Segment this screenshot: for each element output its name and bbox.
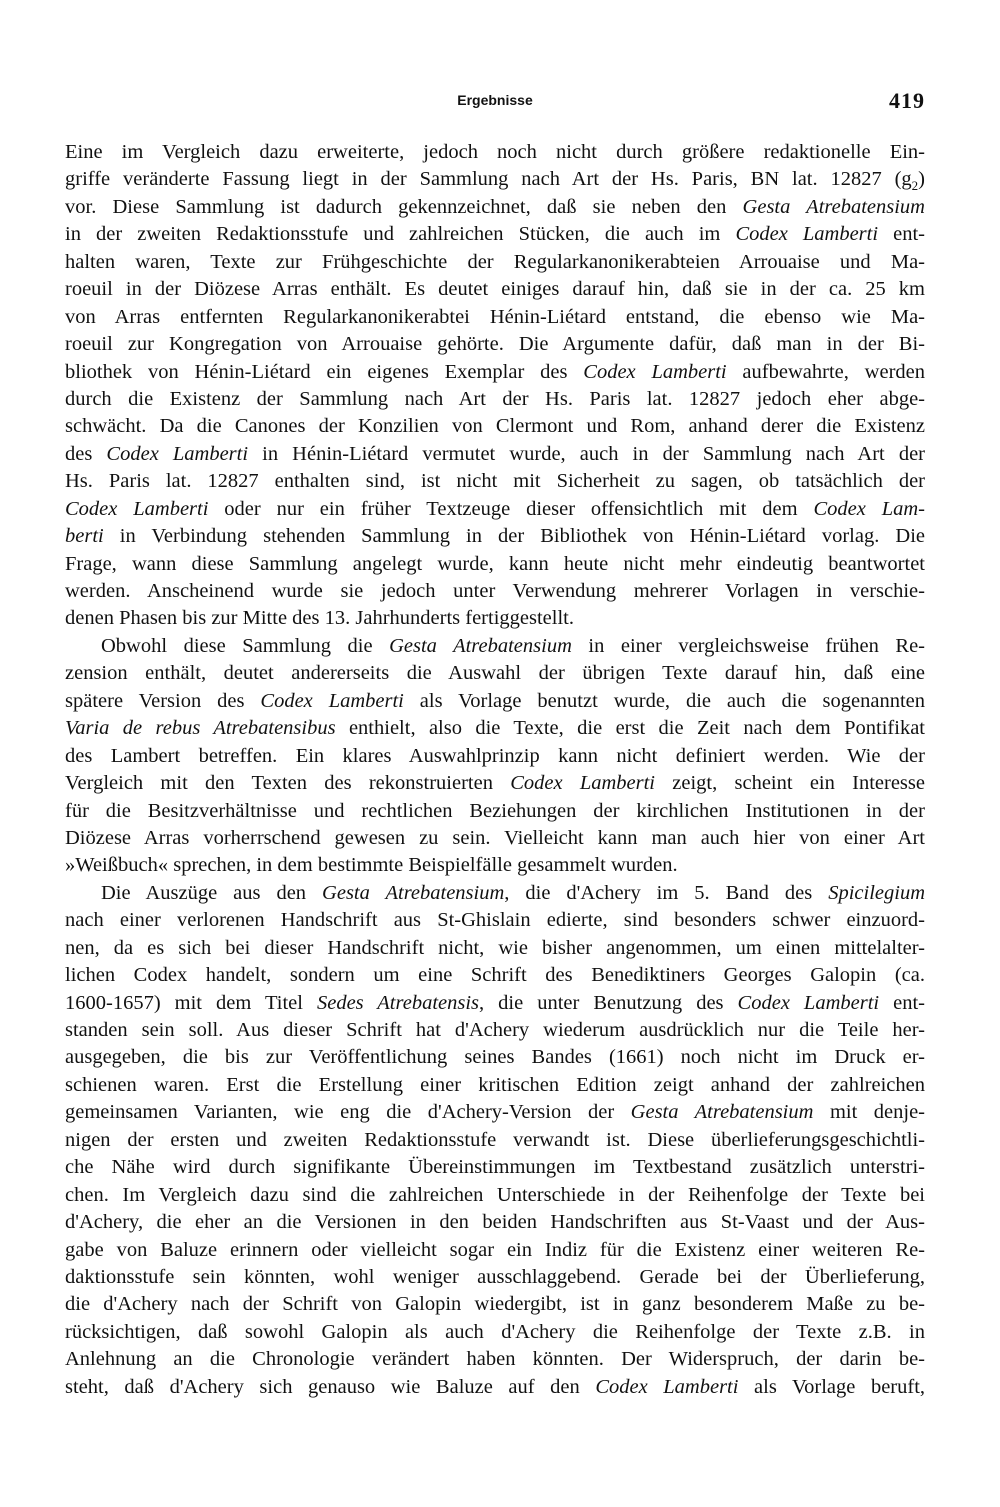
text-line: denen Phasen bis zur Mitte des 13. Jahrhunderts fertiggestellt. [65, 607, 574, 630]
text-line: roeuil in der Diözese Arras enthält. Es deutet einiges darauf hin, daß sie in der ca. 25 km [65, 278, 925, 301]
text-line: schienen waren. Erst die Erstellung einer kritischen Edition zeigt anhand der zahlreichen [65, 1073, 925, 1096]
text-line: in der zweiten Redaktionsstufe und zahlreichen Stücken, die auch im Codex Lamberti ent- [65, 223, 925, 246]
text-line: des Codex Lamberti in Hénin-Liétard vermutet wurde, auch in der Sammlung nach Art der [65, 442, 925, 465]
text-line: spätere Version des Codex Lamberti als Vorlage benutzt wurde, die auch die sogenannten [65, 689, 925, 712]
text-line: Varia de rebus Atrebatensibus enthielt, also die Texte, die erst die Zeit nach dem Pontifikat [65, 717, 925, 740]
text-line: Vergleich mit den Texten des rekonstruierten Codex Lamberti zeigt, scheint ein Interesse [65, 772, 925, 795]
text-line: lichen Codex handelt, sondern um eine Schrift des Benediktiners Georges Galopin (ca. [65, 964, 925, 987]
text-line: chen. Im Vergleich dazu sind die zahlreichen Unterschiede in der Reihenfolge der Texte bei [65, 1183, 925, 1206]
text-line: Obwohl diese Sammlung die Gesta Atrebatensium in einer vergleichsweise frühen Re- [101, 634, 925, 657]
text-line: gabe von Baluze erinnern oder vielleicht sogar ein Indiz für die Existenz einer weiteren Re- [65, 1238, 925, 1261]
text-line: Frage, wann diese Sammlung angelegt wurde, kann heute nicht mehr eindeutig beantwortet [65, 552, 925, 575]
text-line: Die Auszüge aus den Gesta Atrebatensium, die d'Achery im 5. Band des Spicilegium [101, 881, 925, 904]
text-line: nen, da es sich bei dieser Handschrift nicht, wie bisher angenommen, um einen mittelalter- [65, 936, 925, 959]
text-line: ausgegeben, die bis zur Veröffentlichung seines Bandes (1661) noch nicht im Druck er- [65, 1046, 925, 1069]
text-line: roeuil zur Kongregation von Arrouaise gehörte. Die Argumente dafür, daß man in der Bi- [65, 333, 925, 356]
text-line: Anlehnung an die Chronologie verändert haben könnten. Der Widerspruch, der darin be- [65, 1348, 925, 1371]
text-line: des Lambert betreffen. Ein klares Auswahlprinzip kann nicht definiert werden. Wie der [65, 744, 925, 767]
text-line: Codex Lamberti oder nur ein früher Textzeuge dieser offensichtlich mit dem Codex Lam- [65, 497, 925, 520]
text-line: für die Besitzverhältnisse und rechtlichen Beziehungen der kirchlichen Institutionen in der [65, 799, 925, 822]
text-line: nigen der ersten und zweiten Redaktionsstufe verwandt ist. Diese überlieferungsgeschichtli- [65, 1128, 925, 1151]
text-line: griffe veränderte Fassung liegt in der Sammlung nach Art der Hs. Paris, BN lat. 12827 $(g_2)$ [65, 168, 925, 194]
text-line: halten waren, Texte zur Frühgeschichte der Regularkanonikerabteien Arrouaise und Ma- [65, 250, 925, 273]
body-text [65, 139, 925, 1401]
text-line: standen sein soll. Aus dieser Schrift hat d'Achery wiederum ausdrücklich nur die Teile her- [65, 1019, 925, 1041]
text-line: bliothek von Hénin-Liétard ein eigenes Exemplar des Codex Lamberti aufbewahrte, werden [65, 360, 925, 383]
text-line: gemeinsamen Varianten, wie eng die d'Achery-Version der Gesta Atrebatensium mit denje- [65, 1101, 925, 1124]
text-line: Hs. Paris lat. 12827 enthalten sind, ist nicht mit Sicherheit zu sagen, ob tatsächlich der [65, 470, 925, 493]
text-line: durch die Existenz der Sammlung nach Art der Hs. Paris lat. 12827 jedoch eher abge- [65, 387, 925, 410]
text-line: daktionsstufe sein könnten, wohl weniger ausschlaggebend. Gerade bei der Überlieferung, [65, 1265, 925, 1288]
text-line: steht, daß d'Achery sich genauso wie Baluze auf den Codex Lamberti als Vorlage beruft, [65, 1375, 925, 1398]
text-line: »Weißbuch« sprechen, in dem bestimmte Beispielfälle gesammelt wurden. [65, 854, 678, 877]
page-number: 419 [889, 88, 925, 113]
text-line: d'Achery, die eher an die Versionen in den beiden Handschriften aus St-Vaast und der Aus- [65, 1211, 925, 1234]
text-line: nach einer verlorenen Handschrift aus St-Ghislain edierte, sind besonders schwer einzuord- [65, 909, 925, 932]
text-line: schwächt. Da die Canones der Konzilien von Clermont und Rom, anhand derer die Existenz [65, 415, 925, 438]
text-line: vor. Diese Sammlung ist dadurch gekennzeichnet, daß sie neben den Gesta Atrebatensium [65, 195, 925, 218]
text-line: von Arras entfernten Regularkanonikerabtei Hénin-Liétard entstand, die ebenso wie Ma- [65, 305, 925, 328]
text-line: die d'Achery nach der Schrift von Galopin wiedergibt, ist in ganz besonderem Maße zu be- [65, 1293, 925, 1316]
text-line: 1600-1657) mit dem Titel Sedes Atrebatensis, die unter Benutzung des Codex Lamberti ent- [65, 991, 925, 1014]
text-line: werden. Anscheinend wurde sie jedoch unter Verwendung mehrerer Vorlagen in verschie- [65, 580, 925, 602]
running-head [65, 88, 925, 118]
text-line: zension enthält, deutet andererseits die Auswahl der übrigen Texte darauf hin, daß eine [65, 662, 925, 685]
running-head-title: Ergebnisse [457, 92, 533, 108]
text-line: berti in Verbindung stehenden Sammlung in der Bibliothek von Hénin-Liétard vorlag. Die [65, 525, 925, 548]
text-line: Diözese Arras vorherrschend gewesen zu sein. Vielleicht kann man auch hier von einer Art [65, 826, 925, 849]
text-line: che Nähe wird durch signifikante Übereinstimmungen im Textbestand zusätzlich unterstri- [65, 1156, 925, 1179]
text-line: rücksichtigen, daß sowohl Galopin als auch d'Achery die Reihenfolge der Texte z.B. in [65, 1320, 925, 1343]
text-line: Eine im Vergleich dazu erweiterte, jedoch noch nicht durch größere redaktionelle Ein- [65, 141, 925, 163]
